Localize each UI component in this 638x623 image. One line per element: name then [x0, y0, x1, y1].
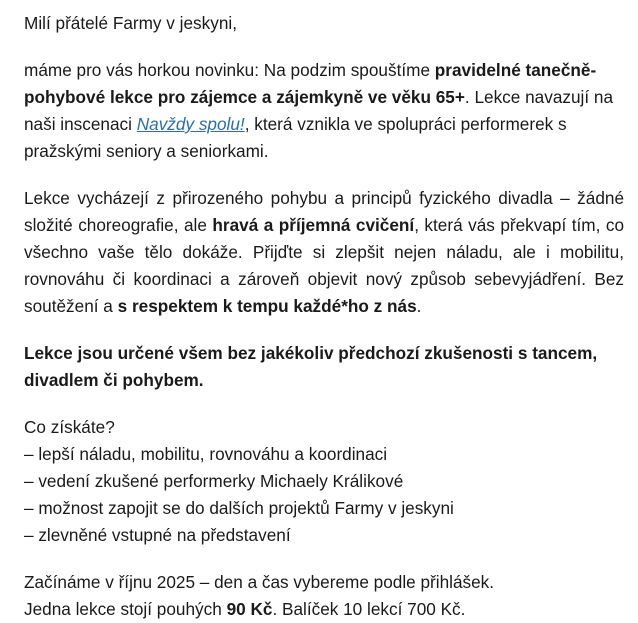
description-paragraph	[24, 185, 624, 320]
email-body	[24, 10, 624, 623]
description-text-1: Lekce vycházejí z přirozeného pohybu a principů fyzického divadla – žádné složité choreografie, ale	[24, 188, 624, 235]
list-item: – zlevněné vstupné na představení	[24, 525, 291, 545]
intro-paragraph	[24, 57, 624, 165]
price-line	[24, 596, 624, 623]
list-item: – možnost zapojit se do dalších projektů Farmy v jeskyni	[24, 498, 454, 518]
price-text-2: . Balíček 10 lekcí 700 Kč.	[272, 599, 466, 619]
greeting: Milí přátelé Farmy v jeskyni,	[24, 13, 237, 33]
audience-paragraph	[24, 340, 624, 394]
show-link[interactable]: Navždy spolu!	[136, 114, 245, 134]
intro-bold-lessons: pravidelné tanečně-pohybové lekce pro zájemce a zájemkyně ve věku 65+	[24, 60, 597, 107]
intro-text-1: máme pro vás horkou novinku: Na podzim spouštíme	[24, 60, 435, 80]
closing-block	[24, 569, 624, 623]
intro-text-3: , která vznikla ve spolupráci performerek s pražskými seniory a seniorkami.	[24, 114, 567, 161]
list-item: – lepší náladu, mobilitu, rovnováhu a koordinaci	[24, 444, 388, 464]
price-bold: 90 Kč	[226, 599, 273, 619]
description-bold-respect: s respektem k tempu každé*ho z nás	[117, 296, 417, 316]
benefits-list	[24, 414, 624, 549]
description-text-2: , která vás překvapí tím, co všechno vaše tělo dokáže. Přijďte si zlepšit nejen náladu, ale i mobilitu, rovnováhu či koordinaci a zároveň objevit nový způsob sebevyjádření. Bez soutěžení a	[24, 215, 625, 316]
description-bold-exercises: hravá a příjemná cvičení	[212, 215, 415, 235]
price-text-1: Jedna lekce stojí pouhých	[24, 599, 227, 619]
intro-text-2: . Lekce navazují na naši inscenaci	[24, 87, 614, 134]
start-date-line: Začínáme v říjnu 2025 – den a čas vybereme podle přihlášek.	[24, 572, 495, 592]
benefits-heading: Co získáte?	[24, 417, 115, 437]
list-item: – vedení zkušené performerky Michaely Králikové	[24, 471, 404, 491]
description-text-3: .	[416, 296, 422, 316]
audience-bold: Lekce jsou určené všem bez jakékoliv předchozí zkušenosti s tancem, divadlem či pohybem.	[24, 343, 598, 390]
